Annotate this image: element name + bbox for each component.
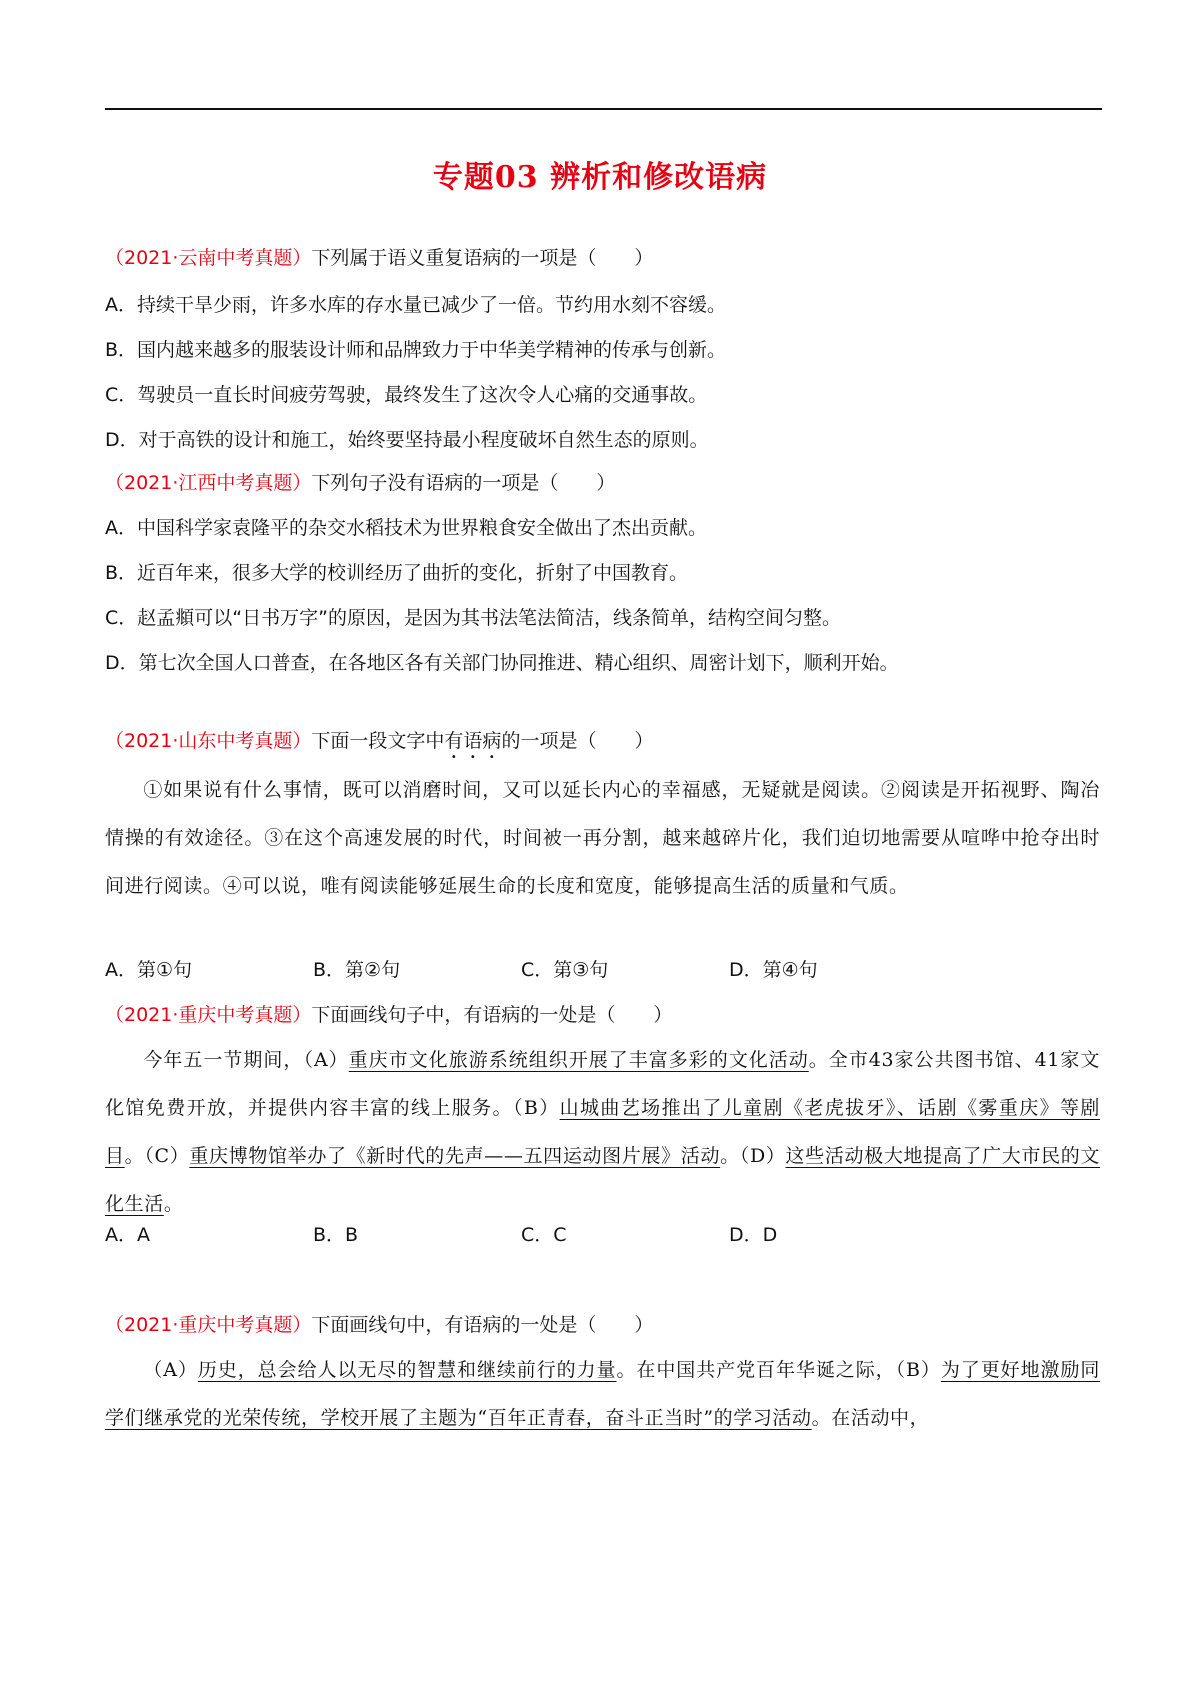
underlined-sentence-a: 重庆市文化旅游系统组织开展了丰富多彩的文化活动 [348, 1049, 809, 1071]
q1-option-a: A．持续干旱少雨，许多水库的存水量已减少了一倍。节约用水刻不容缓。 [105, 294, 726, 316]
sentence-label-c: （C） [144, 1145, 190, 1167]
underlined-sentence-b: 山城曲艺场推出了儿童剧《老虎拔牙》、话剧《雾重庆》等剧目 [105, 1097, 1100, 1167]
emphasized-text: 有语病 [444, 730, 502, 752]
sentence-label-b: （B） [895, 1359, 941, 1381]
question-source: （2021·江西中考真题） [105, 472, 312, 494]
passage-text: 。 [163, 1193, 184, 1215]
q4-option-d: D．D [729, 1224, 778, 1246]
q2-option-a: A．中国科学家袁隆平的杂交水稻技术为世界粮食安全做出了杰出贡献。 [105, 517, 707, 539]
question-source: （2021·重庆中考真题） [105, 1314, 312, 1336]
question-text-after: 的一项是（ ） [501, 730, 654, 752]
underlined-sentence-a: 历史，总会给人以无尽的智慧和继续前行的力量 [197, 1359, 617, 1381]
q4-option-c: C．C [521, 1224, 567, 1246]
passage-text: 。在中国共产党百年华诞之际， [616, 1359, 896, 1381]
q3-options [105, 957, 937, 983]
q3-option-b: B．第②句 [313, 959, 401, 981]
question-2-stem [105, 470, 615, 496]
passage-text: 今年五一节期间， [143, 1049, 304, 1071]
passage-text: 。全市43家公共图书馆、41家文化馆免费开放，并提供内容丰富的线上服务。 [105, 1049, 1100, 1119]
q1-option-b: B．国内越来越多的服装设计师和品牌致力于中华美学精神的传承与创新。 [105, 339, 727, 361]
q5-passage [105, 1346, 1100, 1442]
page-title: 专题03 辨析和修改语病 [432, 160, 768, 195]
q2-option-c: C．赵孟頫可以“日书万字”的原因，是因为其书法笔法简洁，线条简单，结构空间匀整。 [105, 607, 841, 629]
q4-passage [105, 1036, 1100, 1228]
sentence-label-a: （A） [143, 1359, 198, 1381]
question-5-stem [105, 1312, 653, 1338]
underlined-sentence-b: 为了更好地激励同学们继承党的光荣传统，学校开展了主题为“百年正青春，奋斗正当时”的学习活动 [105, 1359, 1100, 1429]
q2-option-d: D．第七次全国人口普查，在各地区各有关部门协同推进、精心组织、周密计划下，顺利开始。 [105, 652, 899, 674]
q3-option-a: A．第①句 [105, 959, 193, 981]
q3-option-d: D．第④句 [729, 959, 818, 981]
question-source: （2021·云南中考真题） [105, 247, 312, 269]
question-source: （2021·重庆中考真题） [105, 1004, 312, 1026]
passage-text: 。 [720, 1145, 740, 1167]
q4-options [105, 1222, 937, 1248]
q3-passage [105, 766, 1100, 910]
underlined-sentence-c: 重庆博物馆举办了《新时代的先声——五四运动图片展》活动 [189, 1145, 721, 1167]
q2-option-b: B．近百年来，很多大学的校训经历了曲折的变化，折射了中国教育。 [105, 562, 689, 584]
question-4-stem [105, 1002, 672, 1028]
q4-option-a: A．A [105, 1224, 150, 1246]
sentence-label-a: （A） [303, 1049, 349, 1071]
question-1-stem [105, 245, 653, 271]
q1-option-c: C．驾驶员一直长时间疲劳驾驶，最终发生了这次令人心痛的交通事故。 [105, 384, 708, 406]
passage-text: 。 [124, 1145, 145, 1167]
q3-option-c: C．第③句 [521, 959, 609, 981]
passage-text: 。在活动中， [811, 1407, 930, 1429]
sentence-label-b: （B） [512, 1097, 560, 1119]
passage-text: ①如果说有什么事情，既可以消磨时间，又可以延长内心的幸福感，无疑就是阅读。②阅读是开拓视野、陶冶情操的有效途径。③在这个高速发展的时代，时间被一再分割，越来越碎片化，我们迫切地需要从喧哗中抢夺出时间进行阅读。④可以说，唯有阅读能够延展生命的长度和宽度，能够提高生活的质量和气质。 [105, 779, 1100, 897]
q4-option-b: B．B [313, 1224, 359, 1246]
question-text: 下面画线句中，有语病的一处是（ ） [311, 1314, 654, 1336]
question-source: （2021·山东中考真题） [105, 730, 312, 752]
underlined-sentence-d: 这些活动极大地提高了广大市民的文化生活 [105, 1145, 1101, 1215]
question-3-stem [105, 728, 653, 763]
sentence-label-d: （D） [739, 1145, 786, 1167]
question-text: 下列属于语义重复语病的一项是（ ） [311, 247, 654, 269]
q1-option-d: D．对于高铁的设计和施工，始终要坚持最小程度破坏自然生态的原则。 [105, 429, 709, 451]
question-text: 下列句子没有语病的一项是（ ） [311, 472, 616, 494]
question-text: 下面画线句子中，有语病的一处是（ ） [311, 1004, 673, 1026]
question-text-before: 下面一段文字中 [311, 730, 445, 752]
header-rule [105, 108, 1102, 110]
